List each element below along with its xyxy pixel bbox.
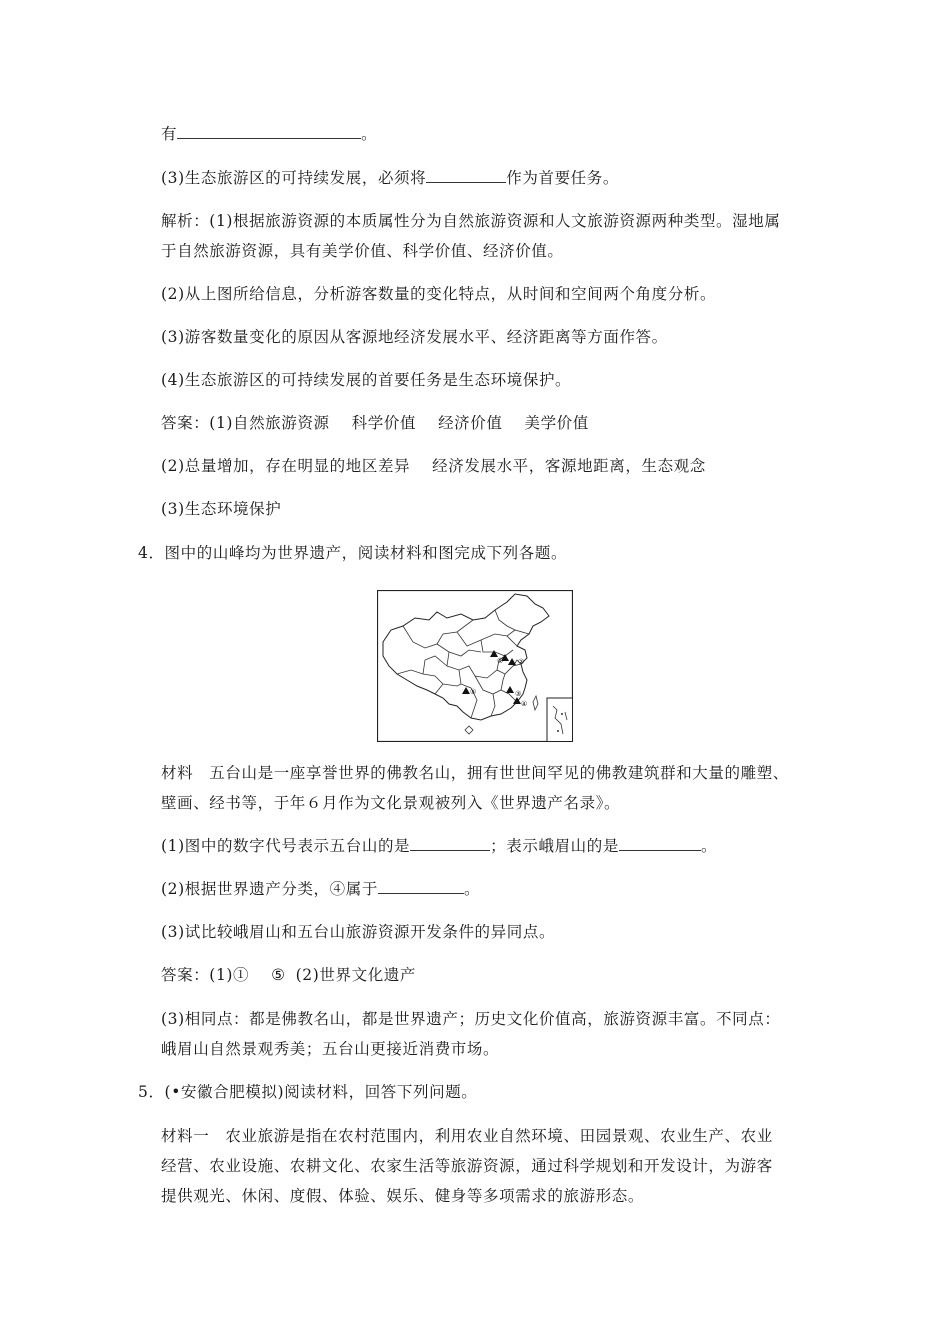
sub-question-3: (3)试比较峨眉山和五台山旅游资源开发条件的异同点。 xyxy=(161,923,556,941)
analysis-line-1: 解析：(1)根据旅游资源的本质属性分为自然旅游资源和人文旅游资源两种类型。湿地属 xyxy=(161,212,781,230)
fill-blank[interactable] xyxy=(410,836,490,851)
fill-blank[interactable] xyxy=(619,836,701,851)
line-answer-blank: 有 。 xyxy=(161,125,378,143)
fill-blank[interactable] xyxy=(177,124,361,139)
question-4-stem: 4．图中的山峰均为世界遗产，阅读材料和图完成下列各题。 xyxy=(138,544,568,562)
q5-material-line-2: 经营、农业设施、农耕文化、农家生活等旅游资源，通过科学规划和开发设计，为游客 xyxy=(161,1157,773,1175)
q4-answer-3-line-2: 峨眉山自然景观秀美；五台山更接近消费市场。 xyxy=(161,1040,500,1058)
q5-material-line-1: 材料一 农业旅游是指在农村范围内，利用农业自然环境、田园景观、农业生产、农业 xyxy=(161,1127,773,1145)
fill-blank[interactable] xyxy=(378,879,464,894)
question-3-line: (3)生态旅游区的可持续发展，必须将 作为首要任务。 xyxy=(161,169,619,187)
q5-material-line-3: 提供观光、休闲、度假、体验、娱乐、健身等多项需求的旅游形态。 xyxy=(161,1187,645,1205)
answer-line-2: (2)总量增加，存在明显的地区差异 经济发展水平，客源地距离，生态观念 xyxy=(161,457,706,475)
material-line-2: 壁画、经书等，于年６月作为文化景观被列入《世界遗产名录》。 xyxy=(161,794,621,812)
sub-question-1: (1)图中的数字代号表示五台山的是 ；表示峨眉山的是 。 xyxy=(161,837,718,855)
south-china-sea-inset xyxy=(547,698,573,742)
material-line-1: 材料 五台山是一座享誉世界的佛教名山，拥有世世间罕见的佛教建筑群和大量的雕塑、 xyxy=(161,764,789,782)
map-label-1: ① xyxy=(497,657,504,665)
map-label-4: ④ xyxy=(521,700,528,708)
q4-answer-3-line-1: (3)相同点：都是佛教名山，都是世界遗产；历史文化价值高，旅游资源丰富。不同点： xyxy=(161,1010,781,1028)
analysis-line-3: (2)从上图所给信息，分析游客数量的变化特点，从时间和空间两个角度分析。 xyxy=(161,285,717,303)
q4-answer-line: 答案：(1)① ⑤ (2)世界文化遗产 xyxy=(161,966,417,984)
china-map-figure xyxy=(377,590,573,742)
question-5-stem: 5．(•安徽合肥模拟)阅读材料，回答下列问题。 xyxy=(138,1083,478,1101)
map-label-2: ② xyxy=(518,658,525,666)
answer-line-1: 答案：(1)自然旅游资源 科学价值 经济价值 美学价值 xyxy=(161,414,589,432)
analysis-line-4: (3)游客数量变化的原因从客源地经济发展水平、经济距离等方面作答。 xyxy=(161,328,668,346)
sub-question-2: (2)根据世界遗产分类，④属于 。 xyxy=(161,880,481,898)
map-label-3: ③ xyxy=(515,690,522,698)
analysis-line-2: 于自然旅游资源，具有美学价值、科学价值、经济价值。 xyxy=(161,242,564,260)
map-label-5: ⑤ xyxy=(470,688,477,696)
answer-line-3: (3)生态环境保护 xyxy=(161,500,282,518)
fill-blank[interactable] xyxy=(426,168,506,183)
analysis-line-5: (4)生态旅游区的可持续发展的首要任务是生态环境保护。 xyxy=(161,371,572,389)
